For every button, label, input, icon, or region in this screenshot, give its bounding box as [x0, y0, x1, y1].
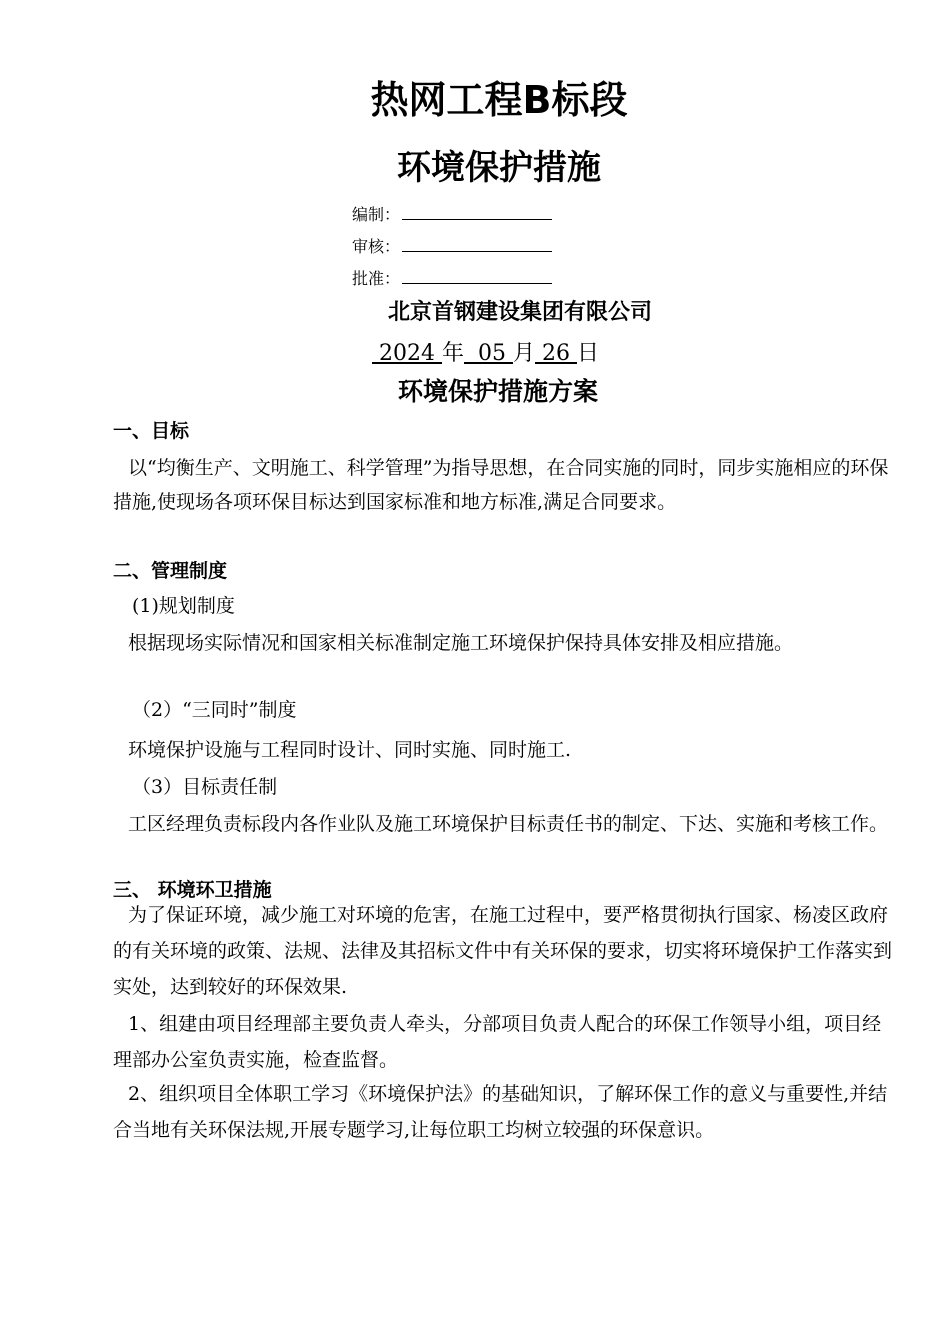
date-month-unit: 月 [512, 341, 535, 366]
compile-label: 编制： [352, 205, 401, 224]
approve-label: 批准： [352, 269, 401, 288]
date-year: 2024 [372, 341, 442, 366]
compile-signature-line [352, 203, 552, 227]
compile-blank [402, 203, 552, 220]
section-2-item-1-title: (1)规划制度 [132, 595, 235, 617]
review-label: 审核： [352, 237, 401, 256]
section-2-item-1-text: 根据现场实际情况和国家相关标准制定施工环境保护保持具体安排及相应措施。 [128, 632, 794, 654]
section-2-item-2-text: 环境保护设施与工程同时设计、同时实施、同时施工. [128, 739, 572, 761]
approve-blank [402, 267, 552, 284]
section-1-paragraph: 以“均衡生产、文明施工、科学管理”为指导思想，在合同实施的同时，同步实施相应的环保措施,使现场各项环保目标达到国家标准和地方标准,满足合同要求。 [113, 457, 889, 513]
date-year-unit: 年 [441, 341, 464, 366]
approve-signature-line [352, 267, 552, 291]
review-blank [402, 235, 552, 252]
section-3-point-1: 1、组建由项目经理部主要负责人牵头，分部项目负责人配合的环保工作领导小组，项目经理部办公室负责实施，检查监督。 [113, 1013, 882, 1071]
section-2-heading: 二、管理制度 [113, 560, 228, 582]
document-subtitle: 环境保护措施 [397, 148, 601, 188]
section-3-point-2: 2、组织项目全体职工学习《环境保护法》的基础知识，了解环保工作的意义与重要性,并结合当地有关环保法规,开展专题学习,让每位职工均树立较强的环保意识。 [113, 1083, 888, 1141]
section-2-item-3-title: （3）目标责任制 [132, 776, 278, 798]
plan-title: 环境保护措施方案 [397, 377, 598, 406]
company-name: 北京首钢建设集团有限公司 [387, 300, 652, 325]
section-3-heading: 三、 环境环卫措施 [113, 879, 272, 901]
date-day: 26 [535, 341, 577, 366]
document-date [372, 338, 599, 370]
section-2-item-3-text: 工区经理负责标段内各作业队及施工环境保护目标责任书的制定、下达、实施和考核工作。 [128, 813, 889, 835]
section-1-heading: 一、目标 [113, 420, 190, 442]
review-signature-line [352, 235, 552, 259]
section-2-item-2-title: （2）“三同时”制度 [132, 699, 297, 721]
date-month: 05 [464, 341, 513, 366]
date-day-unit: 日 [576, 341, 599, 366]
section-3-intro: 为了保证环境，减少施工对环境的危害，在施工过程中，要严格贯彻执行国家、杨凌区政府的有关环境的政策、法规、法律及其招标文件中有关环保的要求，切实将环境保护工作落实到实处，达到较好的环保效果. [113, 904, 893, 998]
document-title: 热网工程B标段 [370, 78, 628, 122]
